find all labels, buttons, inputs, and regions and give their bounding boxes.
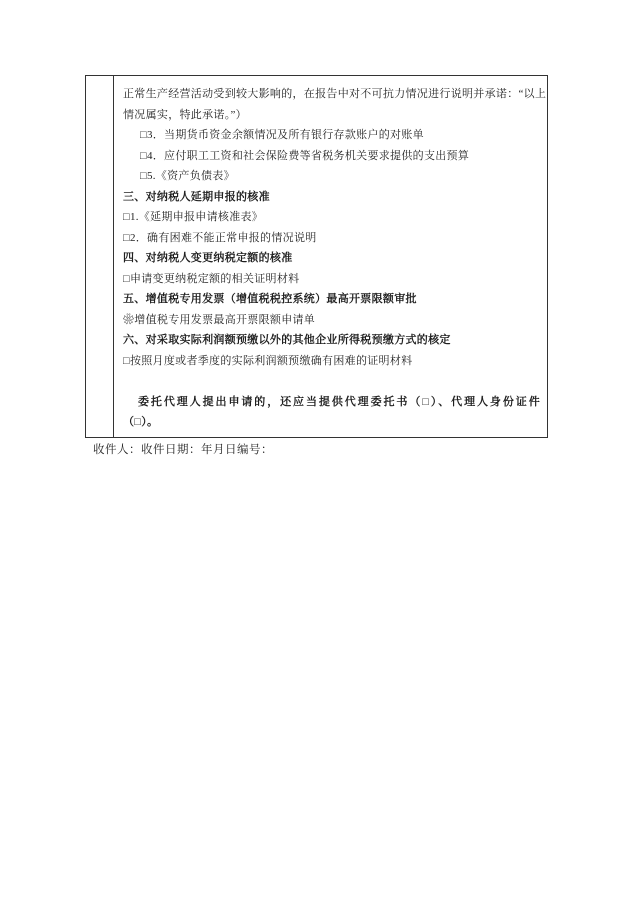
- checklist-item-5: □5.《资产负债表》: [140, 170, 235, 182]
- application-materials-table: [85, 75, 548, 438]
- left-label-cell: [86, 76, 114, 437]
- vat-invoice-limit-item: ❀增值税专用发票最高开票限额申请单: [123, 313, 316, 326]
- agent-note-line-2: （□）。: [123, 416, 159, 428]
- prepay-method-item: □按照月度或者季度的实际利润额预缴确有困难的证明材料: [123, 354, 413, 367]
- defer-filing-item-2: □2．确有困难不能正常申报的情况说明: [123, 231, 317, 244]
- defer-filing-item-1: □1.《延期申报申请核准表》: [123, 211, 264, 223]
- intro-commitment-line-1: 正常生产经营活动受到较大影响的，在报告中对不可抗力情况进行说明并承诺：“以上: [123, 88, 547, 100]
- checklist-item-4: □4．应付职工工资和社会保险费等省税务机关要求提供的支出预算: [140, 149, 470, 162]
- intro-commitment-line-2: 情况属实，特此承诺。”）: [123, 108, 247, 121]
- section-heading-4-quota-change: 四、对纳税人变更纳税定额的核准: [123, 252, 293, 264]
- quota-change-item: □申请变更纳税定额的相关证明材料: [123, 272, 300, 285]
- materials-list-cell: [114, 76, 547, 437]
- agent-note-line-1: 委托代理人提出申请的，还应当提供代理委托书（□）、代理人身份证件: [138, 395, 540, 408]
- section-heading-5-vat-invoice-limit: 五、增值税专用发票（增值税税控系统）最高开票限额审批: [123, 293, 417, 305]
- section-heading-3-defer-filing: 三、对纳税人延期申报的核准: [123, 190, 270, 203]
- section-heading-6-prepay-method: 六、对采取实际利润额预缴以外的其他企业所得税预缴方式的核定: [123, 334, 451, 346]
- checklist-item-3: □3．当期货币资金余额情况及所有银行存款账户的对账单: [140, 129, 424, 141]
- receipt-info-line: 收件人：收件日期：年月日编号：: [93, 444, 273, 456]
